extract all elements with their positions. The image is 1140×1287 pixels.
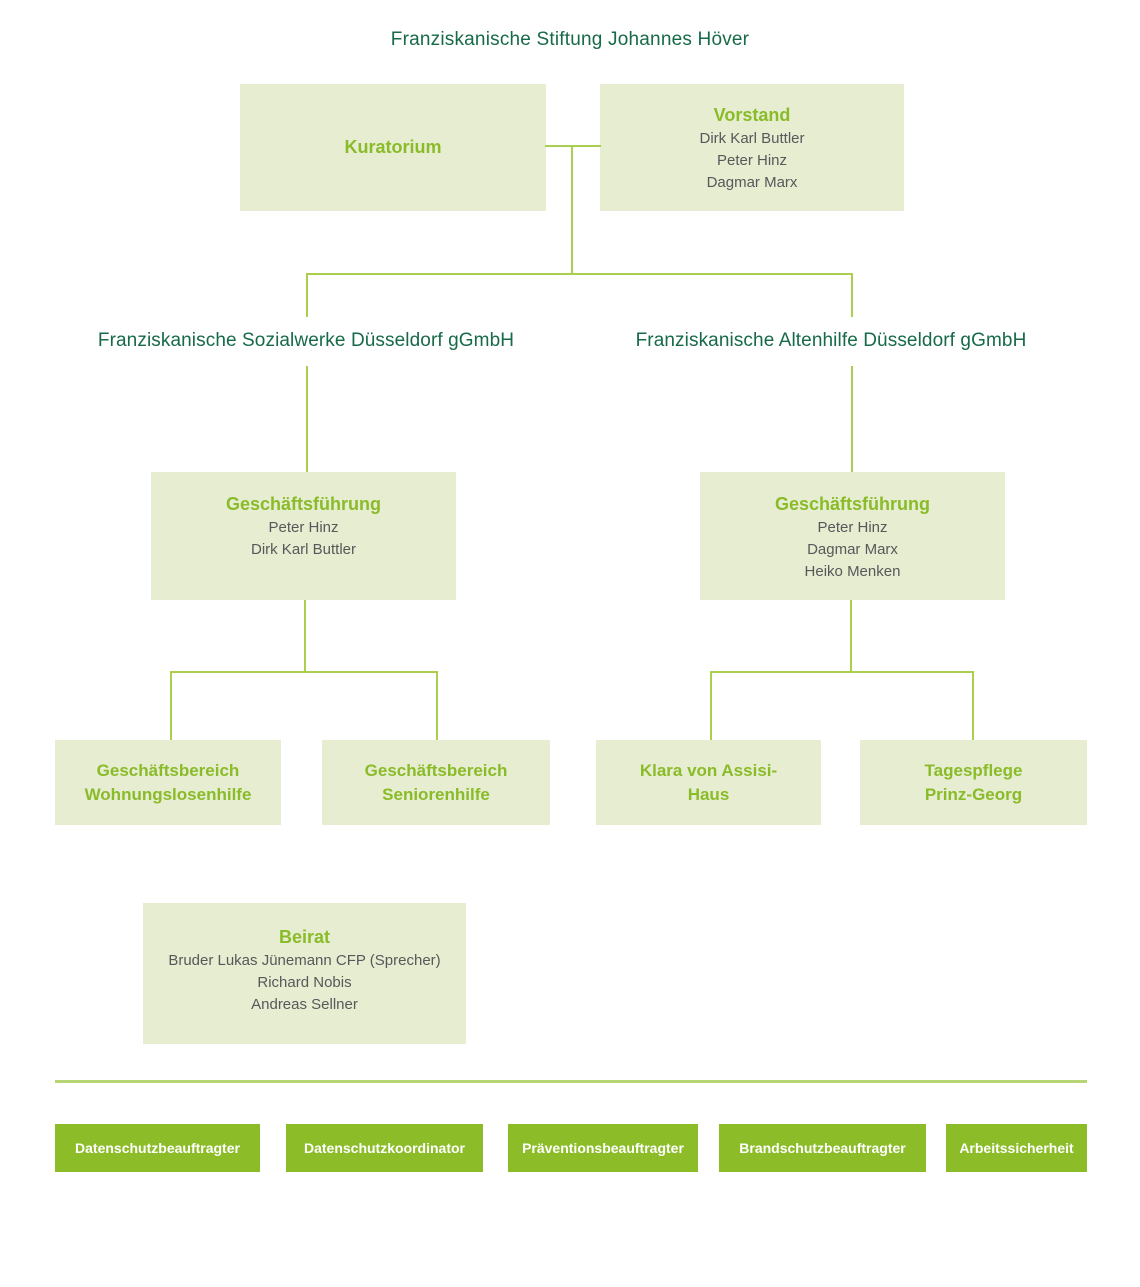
- beirat-title: Beirat: [278, 927, 331, 947]
- member-name: Heiko Menken: [804, 563, 901, 580]
- vorstand-title: Vorstand: [713, 105, 791, 125]
- connector-right-unit1-down: [710, 671, 712, 740]
- member-name: Dirk Karl Buttler: [699, 130, 805, 147]
- role-button-arbeitssicherheit[interactable]: Arbeitssicherheit: [946, 1124, 1087, 1172]
- beirat-box: [143, 903, 466, 1044]
- unit-label: Geschäftsbereich Seniorenhilfe: [364, 760, 508, 804]
- left-branch-label: Franziskanische Sozialwerke Düsseldorf gGmbH: [97, 330, 515, 351]
- connector-left-mgmt-down: [304, 600, 306, 672]
- role-button-praeventionsbeauftragter[interactable]: Präventionsbeauftragter: [508, 1124, 698, 1172]
- connector-left-stub: [306, 273, 308, 317]
- member-name: Peter Hinz: [817, 519, 888, 536]
- member-name: Dagmar Marx: [807, 541, 898, 558]
- connector-right-to-management: [851, 366, 853, 472]
- member-name: Andreas Sellner: [251, 996, 358, 1013]
- unit-klara-von-assisi-haus-box: [596, 740, 821, 825]
- connector-top-vertical: [571, 145, 573, 275]
- connector-kuratorium-vorstand: [545, 145, 601, 147]
- management-left-title: Geschäftsführung: [225, 494, 381, 514]
- unit-label: Tagespflege Prinz-Georg: [924, 760, 1023, 804]
- connector-right-units-horizontal: [710, 671, 974, 673]
- vorstand-box: [600, 84, 904, 211]
- connector-left-unit1-down: [170, 671, 172, 740]
- connector-left-unit2-down: [436, 671, 438, 740]
- member-name: Bruder Lukas Jünemann CFP (Sprecher): [168, 952, 441, 969]
- role-button-datenschutzkoordinator[interactable]: Datenschutzkoordinator: [286, 1124, 483, 1172]
- connector-right-stub: [851, 273, 853, 317]
- member-name: Dagmar Marx: [706, 174, 798, 191]
- unit-wohnungslosenhilfe-box: [55, 740, 281, 825]
- role-button-datenschutzbeauftragter[interactable]: Datenschutzbeauftragter: [55, 1124, 260, 1172]
- member-name: Richard Nobis: [257, 974, 352, 991]
- member-name: Peter Hinz: [716, 152, 788, 169]
- unit-label: Klara von Assisi- Haus: [639, 760, 778, 804]
- connector-right-unit2-down: [972, 671, 974, 740]
- unit-label: Geschäftsbereich Wohnungslosenhilfe: [84, 760, 252, 804]
- connector-right-mgmt-down: [850, 600, 852, 672]
- management-right-box: [700, 472, 1005, 600]
- management-left-box: [151, 472, 456, 600]
- connector-left-units-horizontal: [170, 671, 438, 673]
- connector-branch-horizontal: [306, 273, 853, 275]
- unit-seniorenhilfe-box: [322, 740, 550, 825]
- kuratorium-box: [240, 84, 546, 211]
- role-button-brandschutzbeauftragter[interactable]: Brandschutzbeauftragter: [719, 1124, 926, 1172]
- connector-left-to-management: [306, 366, 308, 472]
- footer-divider: [55, 1080, 1087, 1083]
- unit-tagespflege-prinz-georg-box: [860, 740, 1087, 825]
- member-name: Peter Hinz: [268, 519, 339, 536]
- page-title: Franziskanische Stiftung Johannes Höver: [390, 29, 750, 50]
- management-right-title: Geschäftsführung: [774, 494, 930, 514]
- right-branch-label: Franziskanische Altenhilfe Düsseldorf gGmbH: [635, 330, 1027, 351]
- kuratorium-title: Kuratorium: [344, 137, 442, 157]
- member-name: Dirk Karl Buttler: [250, 541, 357, 558]
